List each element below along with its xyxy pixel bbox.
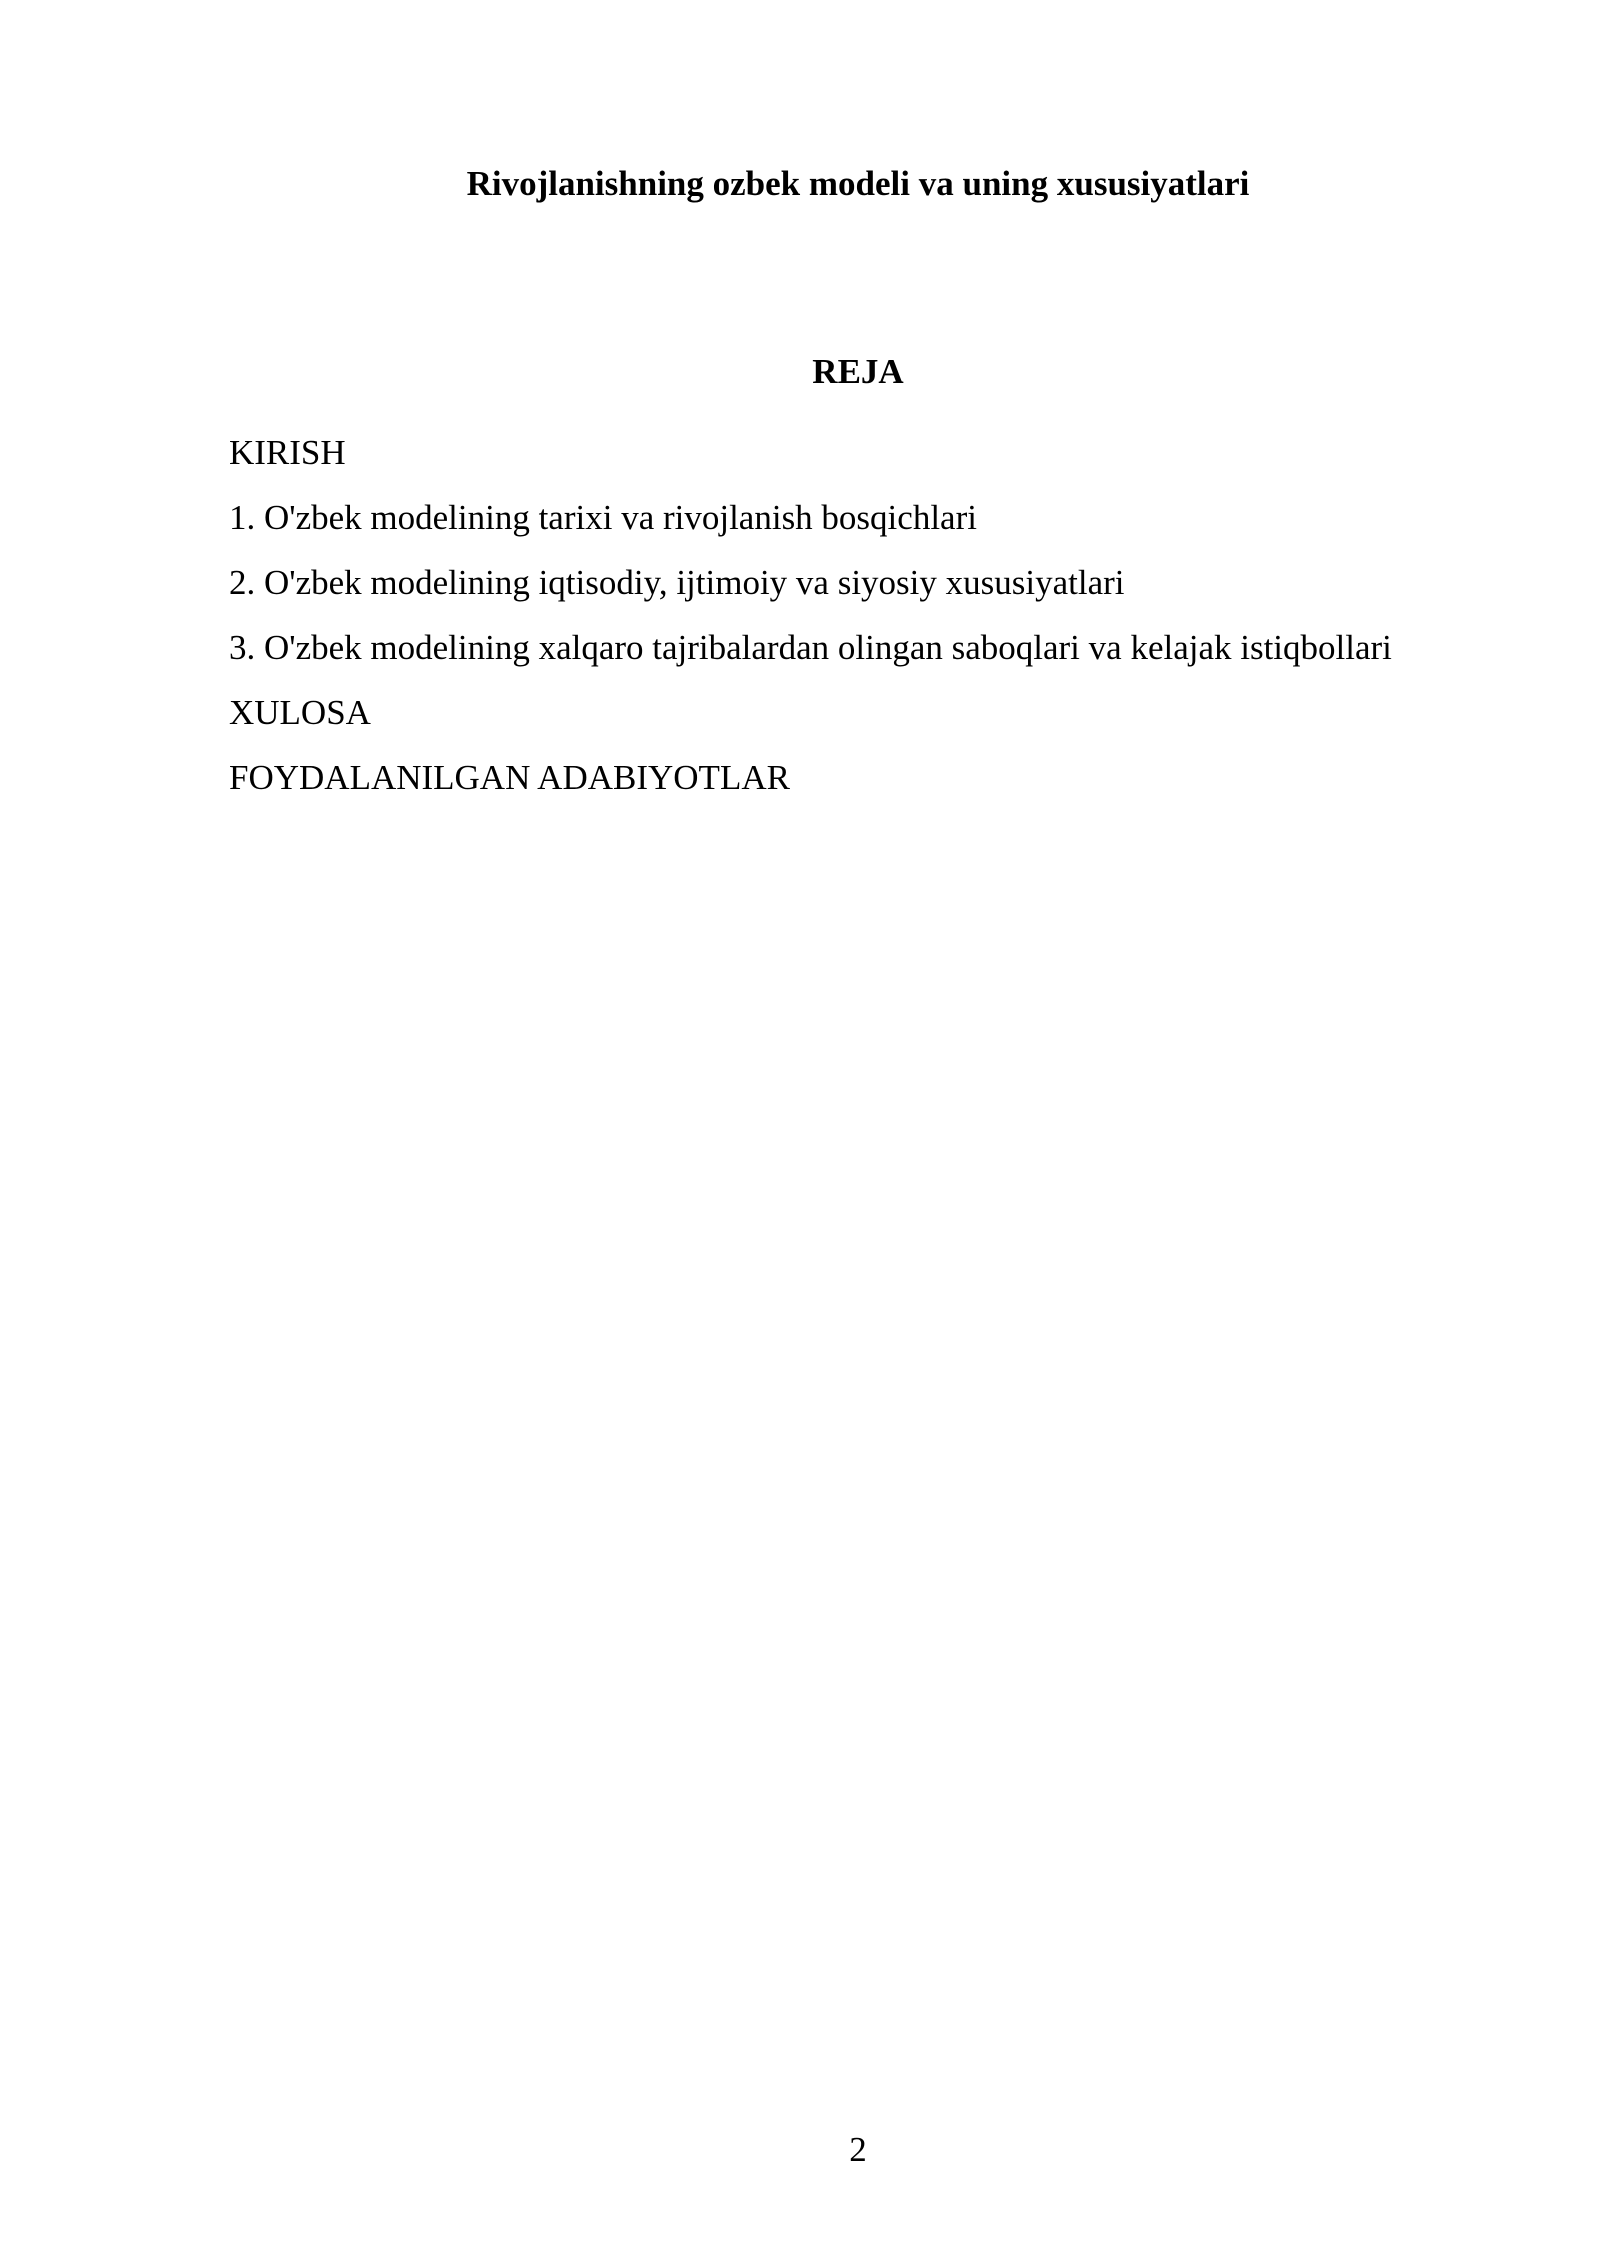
document-title: Rivojlanishning ozbek modeli va uning xususiyatlari xyxy=(466,164,1250,203)
plan-item-conclusion: XULOSA xyxy=(229,693,371,732)
plan-item-1: 1. O'zbek modelining tarixi va rivojlanish bosqichlari xyxy=(229,498,977,537)
plan-heading: REJA xyxy=(812,352,904,391)
plan-item-2: 2. O'zbek modelining iqtisodiy, ijtimoiy va siyosiy xususiyatlari xyxy=(229,563,1125,602)
plan-item-intro: KIRISH xyxy=(229,433,346,472)
plan-item-3: 3. O'zbek modelining xalqaro tajribalardan olingan saboqlari va kelajak istiqbollari xyxy=(229,628,1392,667)
plan-list xyxy=(229,420,1392,810)
page-number: 2 xyxy=(849,2130,867,2169)
plan-item-references: FOYDALANILGAN ADABIYOTLAR xyxy=(229,758,790,797)
